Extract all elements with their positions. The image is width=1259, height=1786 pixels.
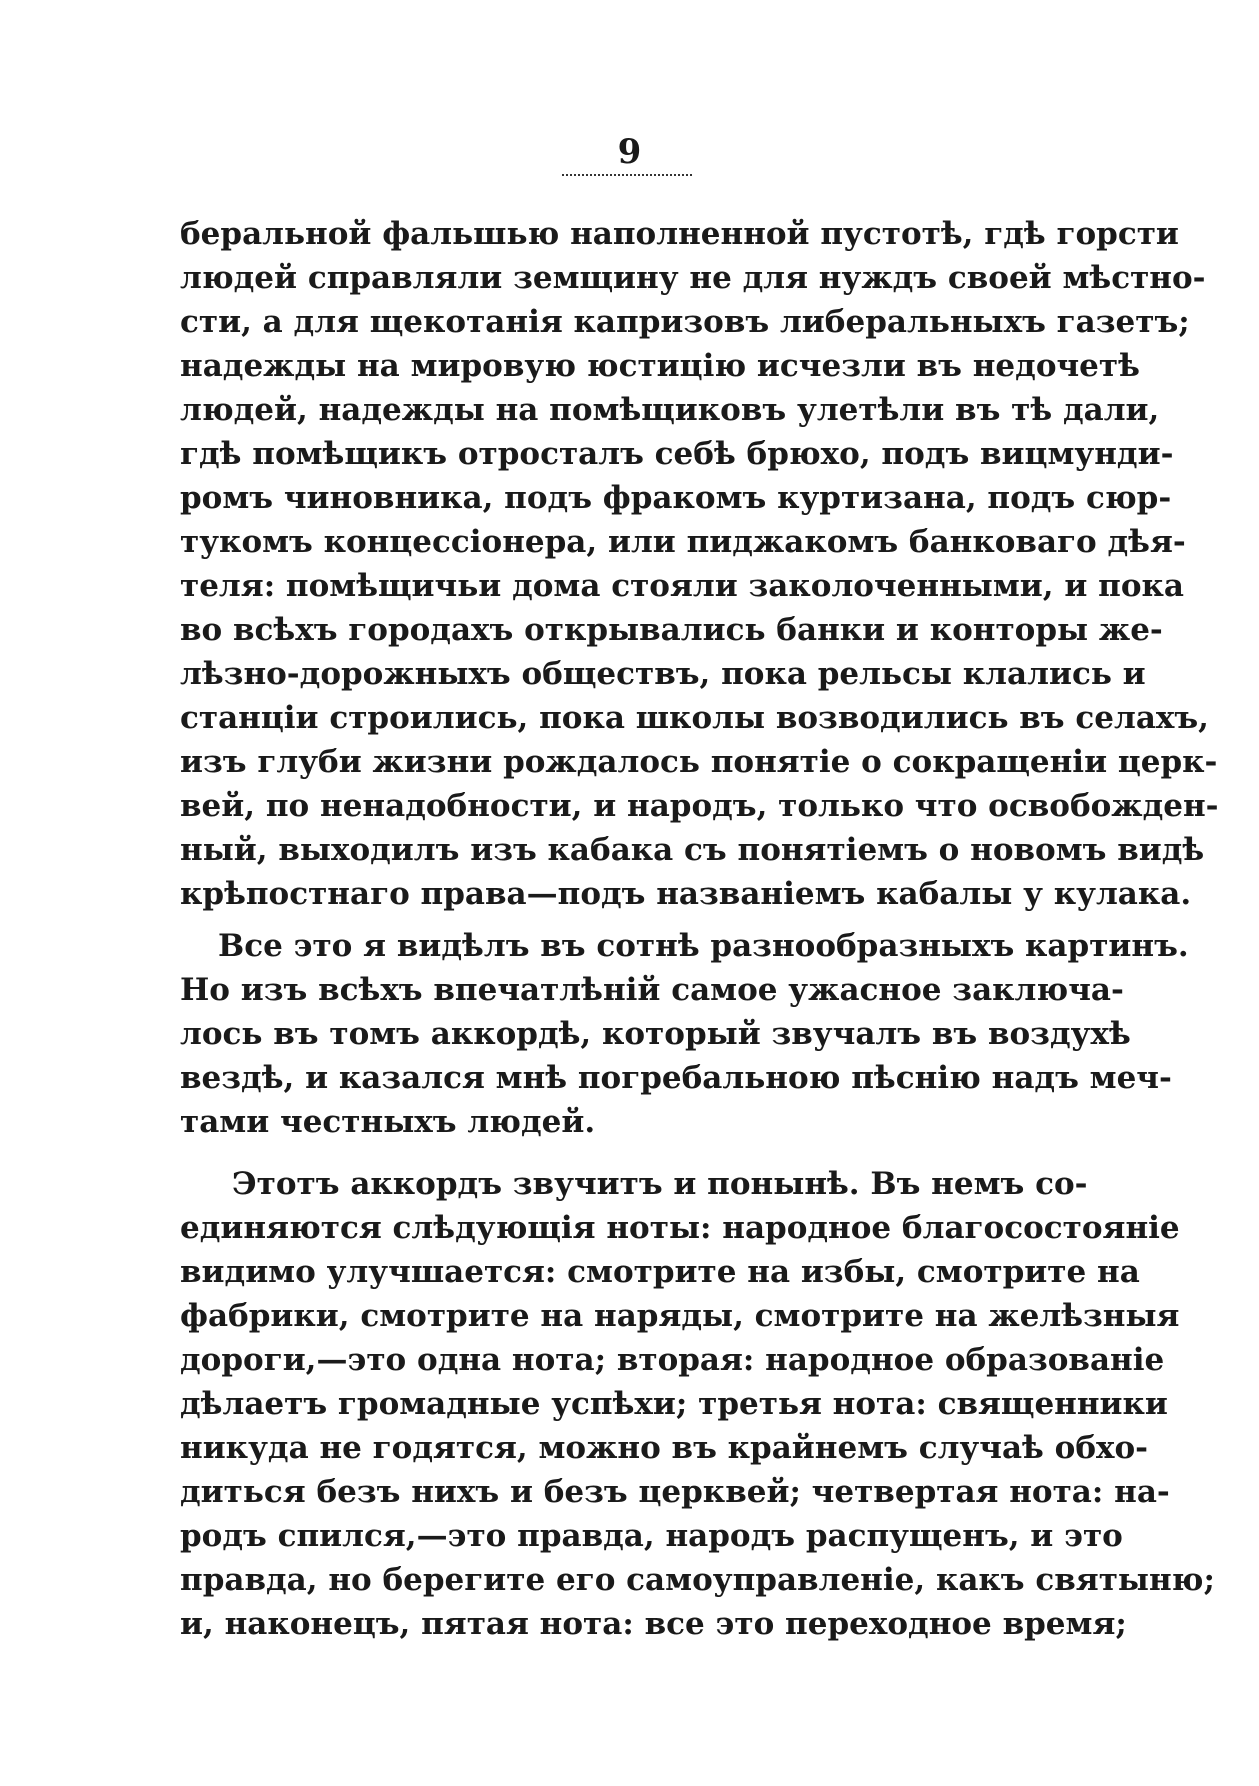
text-line: ромъ чиновника, подъ фракомъ куртизана, подъ сюр-	[180, 480, 1172, 516]
text-line: правда, но берегите его самоуправленіе, какъ святыню;	[180, 1562, 1215, 1598]
text-line: дѣлаетъ громадные успѣхи; третья нота: священники	[180, 1386, 1168, 1422]
text-line: сти, а для щекотанія капризовъ либеральныхъ газетъ;	[180, 304, 1190, 340]
page-number: 9	[617, 132, 642, 172]
paragraph-3	[180, 1162, 1215, 1646]
text-line: изъ глуби жизни рождалось понятіе о сокращеніи церк-	[180, 744, 1218, 780]
page-number-rule	[562, 174, 692, 176]
text-line: гдѣ помѣщикъ отросталъ себѣ брюхо, подъ вицмунди-	[180, 436, 1174, 472]
text-line: никуда не годятся, можно въ крайнемъ случаѣ обхо-	[180, 1430, 1149, 1466]
text-line: родъ спился,—это правда, народъ распущенъ, и это	[180, 1518, 1123, 1554]
text-line: фабрики, смотрите на наряды, смотрите на желѣзныя	[180, 1298, 1180, 1334]
text-line: крѣпостнаго права—подъ названіемъ кабалы у кулака.	[180, 876, 1192, 912]
text-line: вей, по ненадобности, и народъ, только что освобожден-	[180, 788, 1219, 824]
text-line: тукомъ концессіонера, или пиджакомъ банковаго дѣя-	[180, 524, 1186, 560]
text-line: тами честныхъ людей.	[180, 1104, 596, 1140]
text-line: во всѣхъ городахъ открывались банки и конторы же-	[180, 612, 1163, 648]
text-line: людей, надежды на помѣщиковъ улетѣли въ тѣ дали,	[180, 392, 1160, 428]
text-line: единяются слѣдующія ноты: народное благосостояніе	[180, 1210, 1180, 1246]
text-line: лось въ томъ аккордѣ, который звучалъ въ воздухѣ	[180, 1016, 1131, 1052]
text-line: людей справляли земщину не для нуждъ своей мѣстно-	[180, 260, 1206, 296]
text-line: надежды на мировую юстицію исчезли въ недочетѣ	[180, 348, 1140, 384]
text-line: Этотъ аккордъ звучитъ и понынѣ. Въ немъ со-	[232, 1166, 1088, 1202]
text-line: видимо улучшается: смотрите на избы, смотрите на	[180, 1254, 1140, 1290]
text-line: диться безъ нихъ и безъ церквей; четвертая нота: на-	[180, 1474, 1170, 1510]
text-line: Все это я видѣлъ въ сотнѣ разнообразныхъ картинъ.	[218, 928, 1189, 964]
text-line: станціи строились, пока школы возводились въ селахъ,	[180, 700, 1209, 736]
text-line: Но изъ всѣхъ впечатлѣній самое ужасное заключа-	[180, 972, 1124, 1008]
text-line: и, наконецъ, пятая нота: все это переходное время;	[180, 1606, 1127, 1642]
text-line: беральной фальшью наполненной пустотѣ, гдѣ горсти	[180, 216, 1179, 252]
text-line: вездѣ, и казался мнѣ погребальною пѣснію надъ меч-	[180, 1060, 1172, 1096]
text-line: дороги,—это одна нота; вторая: народное образованіе	[180, 1342, 1165, 1378]
body-text	[180, 212, 1219, 1646]
text-line: ный, выходилъ изъ кабака съ понятіемъ о новомъ видѣ	[180, 832, 1205, 868]
text-line: лѣзно-дорожныхъ обществъ, пока рельсы клались и	[180, 656, 1146, 692]
paragraph-2	[180, 924, 1189, 1144]
paragraph-1	[180, 212, 1219, 916]
text-line: теля: помѣщичьи дома стояли заколоченными, и пока	[180, 568, 1184, 604]
